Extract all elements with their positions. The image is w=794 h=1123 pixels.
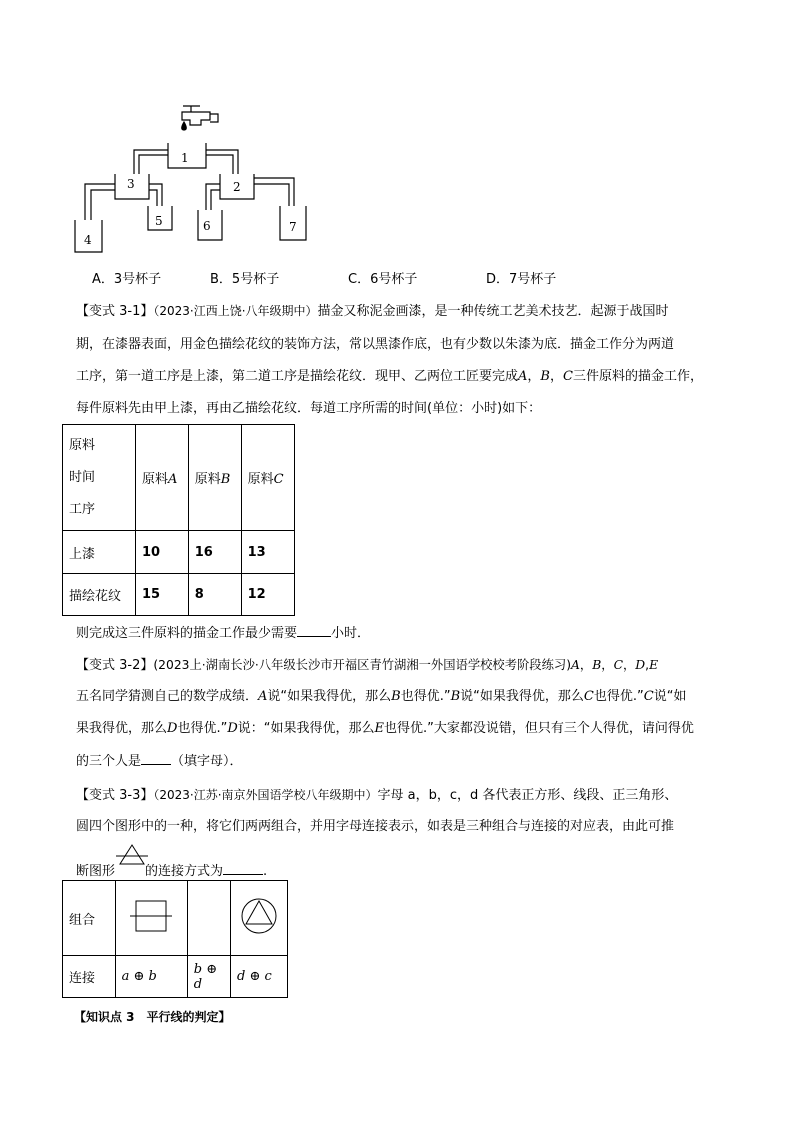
cup-flow-diagram <box>70 100 310 258</box>
cup-label-7: 7 <box>289 220 297 234</box>
row-label-combo: 组合 <box>63 881 116 956</box>
cell: 15 <box>136 574 189 616</box>
q32-line3: 果我得优，那么D也得优.”D说：“如果我得优，那么E也得优.”大家都没说错，但只有三个人得优，请问得优 <box>76 721 694 736</box>
col-header-b: 原料B <box>188 425 241 531</box>
cell: 10 <box>136 531 189 574</box>
cup-label-4: 4 <box>84 233 92 247</box>
table-corner-header: 原料 时间 工序 <box>63 425 136 531</box>
q32-line1: 【变式 3-2】(2023上·湖南长沙·八年级长沙市开福区青竹湖湘一外国语学校校考阶段练习)A，B，C，D,E <box>76 658 659 673</box>
cell: 8 <box>188 574 241 616</box>
q32-line2: 五名同学猜测自己的数学成绩．A说“如果我得优，那么B也得优.”B说“如果我得优，那么C也得优.”C说“如 <box>76 689 687 704</box>
row-label-connect: 连接 <box>63 956 116 998</box>
q31-source: （2023·江西上饶·八年级期中） <box>153 304 318 318</box>
answer-blank <box>223 862 263 875</box>
circle-triangle-icon <box>237 894 281 938</box>
q33-line3: 断图形 的连接方式为 . <box>76 864 268 879</box>
q32-label: 【变式 3-2】 <box>76 658 154 673</box>
cup-label-2: 2 <box>233 180 241 194</box>
conn-cell: b ⊕ d <box>187 956 230 998</box>
option-b: B．5号杯子 <box>210 272 280 287</box>
triangle-segment-figure <box>115 842 149 870</box>
option-a: A．3号杯子 <box>92 272 162 287</box>
q33-source: （2023·江苏·南京外国语学校八年级期中） <box>153 788 378 802</box>
faucet-icon <box>182 106 218 125</box>
combo-circle-triangle <box>231 881 288 956</box>
cup-label-1: 1 <box>181 151 189 165</box>
combo-empty <box>187 881 230 956</box>
q33-line1: 【变式 3-3】（2023·江苏·南京外国语学校八年级期中）字母 a，b，c，d 各代表正方形、线段、正三角形、 <box>76 788 678 803</box>
col-header-c: 原料C <box>241 425 294 531</box>
combo-square-segment <box>115 881 187 956</box>
conn-cell: d ⊕ c <box>231 956 288 998</box>
col-header-a: 原料A <box>136 425 189 531</box>
section-heading: 【知识点 3 平行线的判定】 <box>74 1010 231 1024</box>
q33-label: 【变式 3-3】 <box>76 788 154 803</box>
cell: 16 <box>188 531 241 574</box>
q31-line4: 每件原料先由甲上漆，再由乙描绘花纹．每道工序所需的时间(单位：小时)如下： <box>76 401 542 416</box>
q31-question: 则完成这三件原料的描金工作最少需要 小时． <box>76 626 371 641</box>
q31-line2: 期，在漆器表面，用金色描绘花纹的装饰方法，常以黑漆作底，也有少数以朱漆为底．描金工作分为两道 <box>76 337 675 352</box>
cell: 13 <box>241 531 294 574</box>
row-label-draw: 描绘花纹 <box>63 574 136 616</box>
q31-line1: 【变式 3-1】（2023·江西上饶·八年级期中）描金又称泥金画漆，是一种传统工艺美术技艺．起源于战国时 <box>76 304 669 319</box>
q33-combo-table <box>62 880 288 998</box>
answer-blank <box>297 624 331 637</box>
conn-cell: a ⊕ b <box>115 956 187 998</box>
q31-time-table <box>62 424 295 616</box>
cell: 12 <box>241 574 294 616</box>
q31-label: 【变式 3-1】 <box>76 304 154 319</box>
option-d: D．7号杯子 <box>486 272 557 287</box>
q32-line4: 的三个人是 （填字母）． <box>76 754 243 769</box>
q33-line2: 圆四个图形中的一种，将它们两两组合，并用字母连接表示，如表是三种组合与连接的对应表，由此可推 <box>76 819 675 834</box>
q32-source: (2023上·湖南长沙·八年级长沙市开福区青竹湖湘一外国语学校校考阶段练习) <box>153 658 571 672</box>
cup-label-5: 5 <box>155 214 163 228</box>
cup-label-6: 6 <box>203 219 211 233</box>
option-c: C．6号杯子 <box>348 272 418 287</box>
row-label-paint: 上漆 <box>63 531 136 574</box>
q31-line3: 工序，第一道工序是上漆，第二道工序是描绘花纹．现甲、乙两位工匠要完成A，B，C三件原料的描金工作， <box>76 369 703 384</box>
answer-blank <box>141 752 171 765</box>
square-segment-icon <box>126 896 176 936</box>
cup-label-3: 3 <box>127 177 135 191</box>
